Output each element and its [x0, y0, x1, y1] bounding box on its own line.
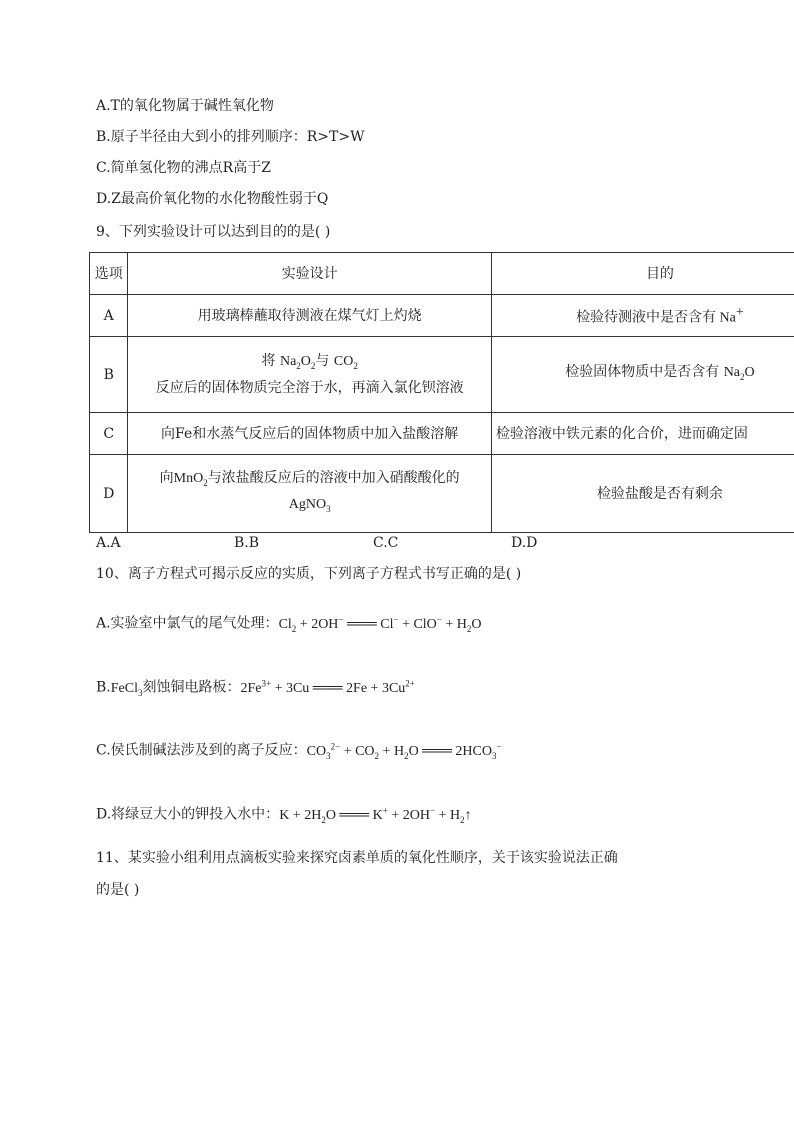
table-row: [90, 455, 794, 533]
purpose-text: 检验待测液中是否含有 Na: [576, 310, 736, 326]
q10-option-c: C.侯氏制碱法涉及到的离子反应：$CO_3^{2-} + CO_2 + H_2O$ ═══ $2HCO_3^-$: [96, 741, 502, 761]
q8-option-d: D.Z最高价氧化物的水化物酸性弱于Q: [96, 191, 329, 207]
table-row: [90, 337, 794, 413]
option-label: C.侯氏制碱法涉及到的离子反应：: [96, 742, 307, 759]
option-label: A.实验室中氯气的尾气处理：: [96, 615, 279, 632]
q10-option-a: A.实验室中氯气的尾气处理：$Cl_2 + 2OH^-$ ═══ $Cl^- + ClO^- + H_2O$: [96, 614, 482, 634]
q10-option-b: B.FeCl$_3$刻蚀铜电路板：$2Fe^{3+} + 3Cu$ ═══ $2Fe + 3Cu^{2+}$: [96, 678, 415, 698]
row-purpose: 检验待测液中是否含有 Na+: [491, 295, 794, 337]
table-row: [90, 413, 794, 455]
option-label-prefix: B.: [96, 679, 111, 696]
q9-answer-a: A.A: [96, 535, 121, 551]
q8-option-a: A.T的氧化物属于碱性氧化物: [96, 98, 274, 114]
design-mid: 与: [315, 353, 330, 370]
option-label-suffix: 刻蚀铜电路板：: [142, 679, 241, 696]
row-option: A: [90, 295, 128, 337]
row-design: 向MnO$_2$与浓盐酸反应后的溶液中加入硝酸酸化的 AgNO$_3$: [128, 455, 491, 533]
row-option: B: [90, 337, 128, 413]
q11-stem-line1: 11、某实验小组利用点滴板实验来探究卤素单质的氧化性顺序，关于该实验说法正确: [96, 850, 618, 866]
q8-option-c: C.简单氢化物的沸点R高于Z: [96, 160, 271, 176]
q9-answer-d: D.D: [511, 535, 538, 551]
row-option: D: [90, 455, 128, 533]
q9-answer-c: C.C: [373, 535, 399, 551]
row-design: 向Fe和水蒸气反应后的固体物质中加入盐酸溶解: [128, 413, 491, 455]
header-option: 选项: [90, 253, 128, 295]
row-option: C: [90, 413, 128, 455]
q10-stem: 10、离子方程式可揭示反应的实质，下列离子方程式书写正确的是( ): [96, 566, 522, 582]
design-prefix: 将: [261, 353, 276, 370]
row-design: 用玻璃棒蘸取待测液在煤气灯上灼烧: [128, 295, 491, 337]
q8-option-b: B.原子半径由大到小的排列顺序：R>T>W: [96, 129, 365, 145]
q9-answer-b: B.B: [234, 535, 260, 551]
q9-answer-options: [96, 535, 596, 555]
header-design: 实验设计: [128, 253, 491, 295]
design-prefix: 向: [159, 470, 174, 487]
q9-stem: 9、下列实验设计可以达到目的的是( ): [96, 224, 331, 240]
row-design: 将 $Na_2O_2$与 $CO_2$ 反应后的固体物质完全溶于水，再滴入氯化钡溶液: [128, 337, 491, 413]
header-purpose: 目的: [491, 253, 794, 295]
table-header-row: [90, 253, 794, 295]
row-purpose: 检验溶液中铁元素的化合价，进而确定固: [491, 413, 794, 455]
option-label: D.将绿豆大小的钾投入水中：: [96, 806, 280, 823]
row-purpose: 检验盐酸是否有剩余: [491, 455, 794, 533]
design-line2: 反应后的固体物质完全溶于水，再滴入氯化钡溶液: [155, 379, 464, 396]
q11-stem-line2: 的是( ): [96, 882, 140, 898]
q9-table: [89, 252, 794, 533]
row-purpose: 检验固体物质中是否含有 $Na_2O$: [491, 337, 794, 413]
q10-option-d: D.将绿豆大小的钾投入水中：$K + 2H_2O$ ═══ $K^+ + 2OH^- + H_2↑$: [96, 805, 472, 825]
table-row: [90, 295, 794, 337]
purpose-text: 检验固体物质中是否含有: [565, 364, 720, 381]
design-suffix: 与浓盐酸反应后的溶液中加入硝酸酸化的: [207, 470, 460, 487]
